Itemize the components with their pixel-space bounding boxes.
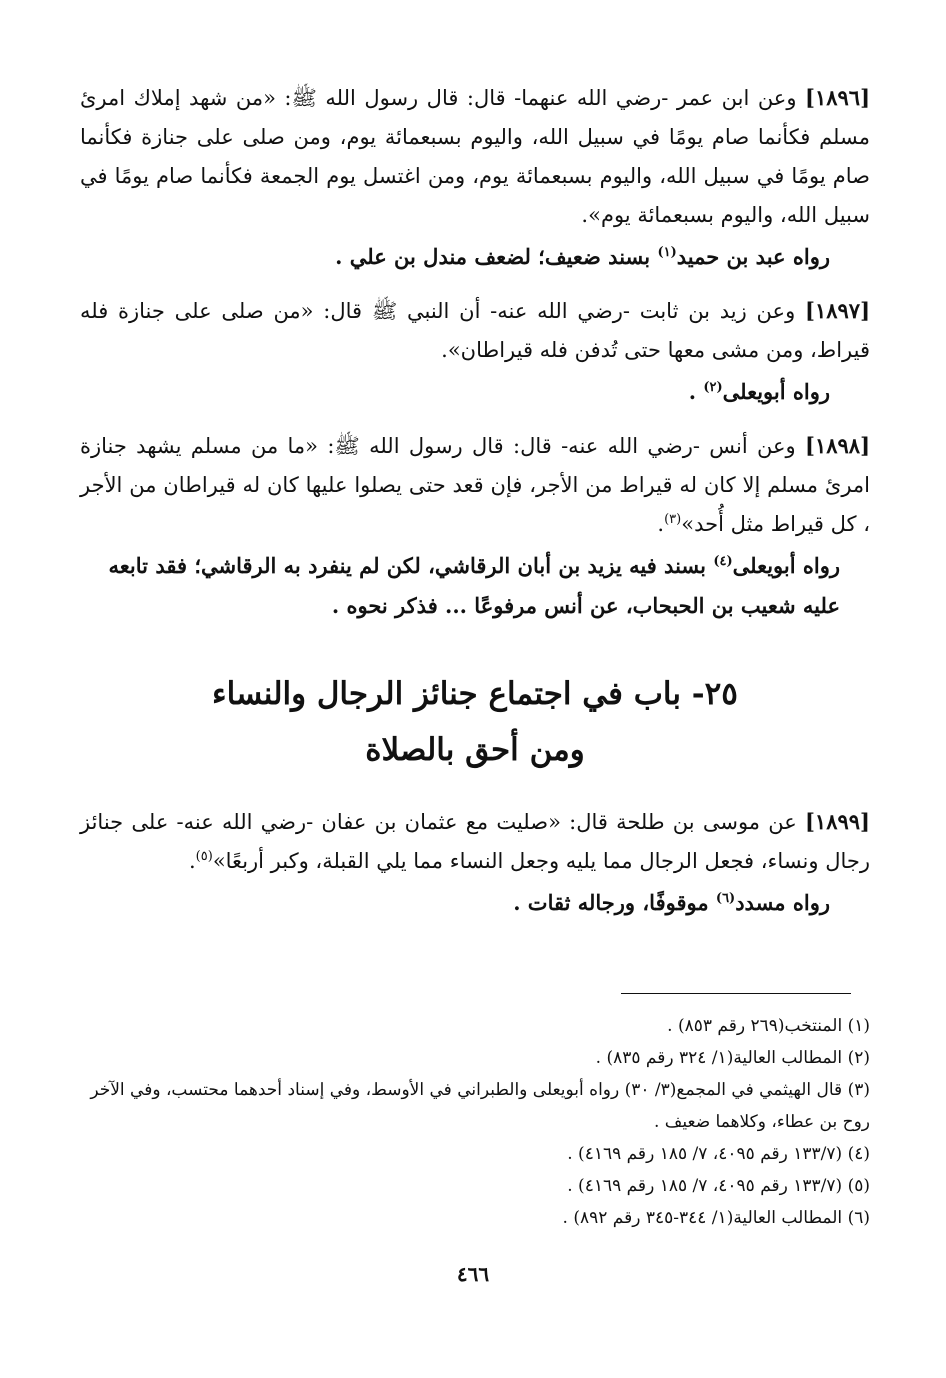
hadith-text: وعن زيد بن ثابت -رضي الله عنه- أن النبي ﷺ قال: «من صلى على جنازة فله قيراط، ومن مشى معها حتى تُدفن فله قيراطان». [80,299,870,362]
footnote-2 [80,1042,870,1074]
footnote-text: (١٣٣/٧ رقم ٤٠٩٥، ٧/ ١٨٥ رقم ٤١٦٩) . [567,1144,843,1164]
footnote-marker: (٤) [847,1144,870,1164]
footnote-marker: (٢) [847,1048,870,1068]
footnote-3 [80,1074,870,1138]
hadith-number: [١٨٩٩] [804,809,870,834]
footnote-text: قال الهيثمي في المجمع(٣/ ٣٠) رواه أبويعلى والطبراني في الأوسط، وفي إسناد أحدهما محتسب، وفي الآخر روح بن عطاء، وكلاهما ضعيف . [90,1080,870,1132]
riwaya-1898 [80,546,840,626]
riwaya-text: موقوفًا، ورجاله ثقات . [513,890,716,915]
chapter-title-line2: ومن أحق بالصلاة [365,732,585,768]
footnote-text: (١٣٣/٧ رقم ٤٠٩٥، ٧/ ١٨٥ رقم ٤١٦٩) . [567,1176,843,1196]
hadith-number: [١٨٩٦] [805,85,870,110]
page-body [80,78,870,937]
footnotes [80,1010,870,1234]
riwaya-text: رواه مسدد [735,890,830,915]
riwaya-text: بسند فيه يزيد بن أبان الرقاشي، لكن لم ينفرد به الرقاشي؛ فقد تابعه عليه شعيب بن الحبحاب، عن أنس مرفوعًا ... فذكر نحوه . [108,553,840,618]
hadith-number: [١٨٩٨] [805,433,870,458]
riwaya-text: بسند ضعيف؛ لضعف مندل بن علي . [335,244,658,269]
hadith-1897 [80,291,870,370]
footnote-4 [80,1138,870,1170]
footnote-ref: (١) [657,245,677,260]
hadith-text-end: . [657,512,665,536]
footnote-marker: (٥) [847,1176,870,1196]
footnote-ref: (٦) [715,891,736,906]
hadith-1896 [80,78,870,235]
footnote-marker: (٣) [847,1080,870,1100]
hadith-text-end: . [188,849,196,873]
riwaya-text: رواه أبويعلى [722,379,830,404]
footnote-ref: (٣) [664,512,682,527]
chapter-title-line1: ٢٥- باب في اجتماع جنائز الرجال والنساء [212,676,738,712]
footnote-5 [80,1170,870,1202]
footnote-ref: (٤) [713,554,733,569]
footnote-6 [80,1202,870,1234]
riwaya-text: رواه عبد بن حميد [676,244,830,269]
hadith-1899 [80,802,870,881]
hadith-text: عن موسى بن طلحة قال: «صليت مع عثمان بن عفان -رضي الله عنه- على جنائز رجال ونساء، فجعل الرجال مما يليه وجعل النساء مما يلي القبلة، وكبر أربعًا» [80,810,870,873]
footnote-text: المطالب العالية(١/ ٣٢٤ رقم ٨٣٥) . [595,1048,843,1068]
riwaya-1897 [80,372,830,412]
footnote-separator [621,993,851,994]
riwaya-text: . [688,379,704,404]
footnote-marker: (٦) [847,1208,870,1228]
footnote-text: المطالب العالية(١/ ٣٤٤-٣٤٥ رقم ٨٩٢) . [562,1208,843,1228]
hadith-number: [١٨٩٧] [805,298,870,323]
riwaya-text: رواه أبويعلى [732,553,840,578]
riwaya-1899 [80,883,830,923]
hadith-text: وعن ابن عمر -رضي الله عنهما- قال: قال رسول الله ﷺ: «من شهد إملاك امرئ مسلم فكأنما صام يومًا في سبيل الله، واليوم بسبعمائة يوم، ومن صلى على جنازة فكأنما صام يومًا في سبيل الله، واليوم بسبعمائة يوم، ومن اغتسل يوم الجمعة فكأنما صام يومًا في سبيل الله، واليوم بسبعمائة يوم». [80,86,870,227]
footnote-ref: (٢) [703,380,723,395]
riwaya-1896 [80,237,830,277]
footnote-marker: (١) [847,1016,870,1036]
footnote-ref: (٥) [195,849,213,864]
footnote-1 [80,1010,870,1042]
chapter-heading [80,666,870,778]
hadith-text: وعن أنس -رضي الله عنه- قال: قال رسول الله ﷺ: «ما من مسلم يشهد جنازة امرئ مسلم إلا كان له قيراط من الأجر، فإن قعد حتى يصلوا عليها كان له قيراطان من الأجر ، كل قيراط مثل أُحد» [80,434,870,536]
hadith-1898 [80,426,870,544]
footnote-text: المنتخب(٢٦٩ رقم ٨٥٣) . [667,1016,843,1036]
page-number: ٤٦٦ [456,1262,490,1286]
